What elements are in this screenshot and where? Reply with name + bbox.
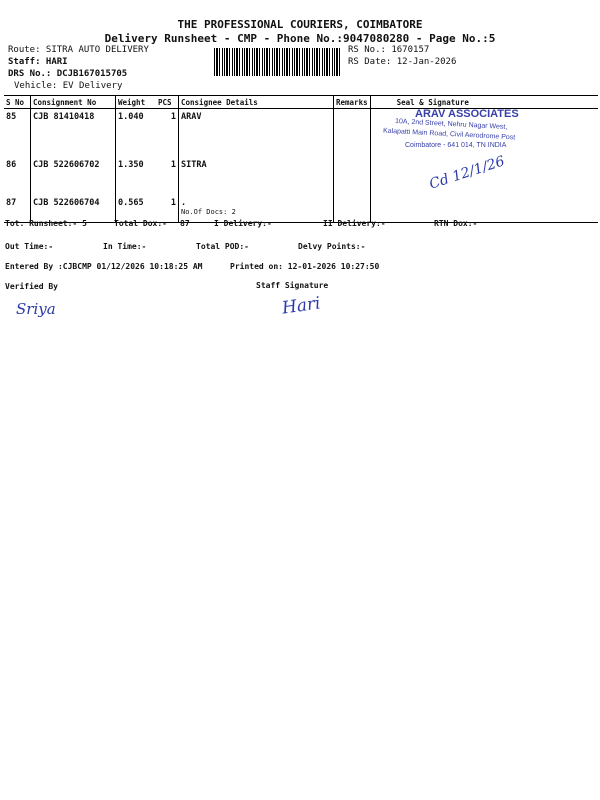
row-consignment: CJB 81410418 (31, 109, 116, 157)
no-of-docs-note: No.Of Docs: 2 (181, 207, 236, 216)
table-row (4, 195, 598, 223)
row-consignee-name: . (181, 197, 187, 208)
in-time-label: In Time:- (103, 242, 147, 251)
table-header-row (4, 96, 598, 109)
col-sno: S No (4, 96, 31, 109)
stamp-line2: Kalapatti Main Road, Civil Aerodrome Post (382, 127, 516, 142)
stamp-line3: Coimbatore - 641 014, TN INDIA (405, 142, 507, 149)
row-pcs: 1 (156, 195, 179, 223)
row-weight: 0.565 (116, 195, 157, 223)
row-consignment: CJB 522606704 (31, 195, 116, 223)
verifier-signature: Sriya (16, 300, 56, 318)
stamp-name: ARAV ASSOCIATES (415, 108, 519, 120)
route-label: Route: SITRA AUTO DELIVERY (8, 45, 149, 55)
rs-number: RS No.: 1670157 (348, 45, 430, 55)
row-sno: 86 (6, 159, 17, 170)
total-dox-value: 87 (180, 219, 190, 228)
rtn-dox-label: RTN Dox:- (434, 219, 478, 228)
delvy-points-label: Delvy Points:- (298, 242, 366, 251)
printed-on: Printed on: 12-01-2026 10:27:50 (230, 262, 380, 271)
row-pcs: 1 (170, 159, 176, 170)
col-consignment: Consignment No (31, 96, 116, 109)
col-pcs: PCS (156, 96, 179, 109)
entered-by: Entered By :CJBCMP 01/12/2026 10:18:25 AM (5, 262, 203, 271)
total-dox-label: Total Dox:- (114, 219, 167, 228)
row-remarks (334, 157, 371, 195)
out-time-label: Out Time:- (5, 242, 54, 251)
total-pod-label: Total POD:- (196, 242, 249, 251)
row-consignee: SITRA (179, 157, 334, 195)
staff-signature-label: Staff Signature (256, 281, 329, 290)
col-consignee: Consignee Details (179, 96, 334, 109)
ii-delivery-label: II Delivery:- (323, 219, 386, 228)
col-seal: Seal & Signature (370, 96, 598, 109)
i-delivery-label: I Delivery:- (214, 219, 272, 228)
staff-label: Staff: HARI (8, 57, 68, 67)
rs-date: RS Date: 12-Jan-2026 (348, 57, 457, 67)
stamp-line1: 10A, 2nd Street, Nehru Nagar West, (394, 118, 508, 131)
table-row (4, 157, 598, 195)
tot-runsheet: Tot. Runsheet:- 5 (5, 219, 87, 228)
verified-by-label: Verified By (5, 282, 58, 291)
row-weight: 1.350 (116, 157, 157, 195)
row-remarks (334, 109, 371, 157)
row-pcs: 1 (170, 112, 176, 122)
row-weight: 1.040 (116, 109, 157, 157)
col-remarks: Remarks (334, 96, 371, 109)
row-sno: 87 (4, 195, 31, 223)
vehicle-label: Vehicle: EV Delivery (14, 81, 123, 91)
handwritten-seal-note: Cd 12/1/26 (427, 153, 507, 193)
row-consignee: ARAV (179, 109, 334, 157)
row-seal (370, 195, 598, 223)
row-consignment: CJB 522606702 (31, 157, 116, 195)
staff-signature: Hari (280, 293, 322, 319)
barcode-image (214, 48, 342, 76)
company-title: THE PROFESSIONAL COURIERS, COIMBATORE (177, 18, 423, 31)
runsheet-subtitle: Delivery Runsheet - CMP - Phone No.:9047080280 - Page No.:5 (104, 32, 496, 45)
row-sno: 85 (6, 112, 17, 122)
col-weight: Weight (116, 96, 157, 109)
drs-number: DRS No.: DCJB167015705 (8, 69, 128, 79)
